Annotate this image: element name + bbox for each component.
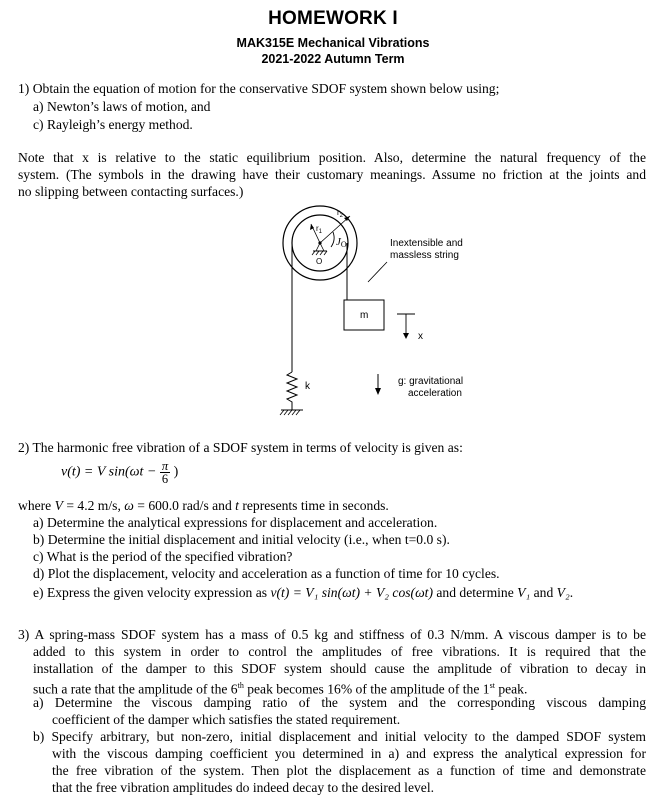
string-leader-line bbox=[368, 262, 387, 282]
q1-note-line-3: no slipping between contacting surfaces.) bbox=[18, 184, 244, 199]
q1-note-line-2: system. (The symbols in the drawing have their customary meanings. Assume no friction at the joints and bbox=[18, 167, 646, 182]
course-title: MAK315E Mechanical Vibrations bbox=[236, 36, 430, 50]
q3-part-b-line-1: b) Specify arbitrary, but non-zero, initial displacement and initial velocity to the damped SDOF system bbox=[33, 729, 646, 744]
q3-line-1: 3) A spring-mass SDOF system has a mass of 0.5 kg and stiffness of 0.3 N/mm. A viscous damper is to be bbox=[18, 627, 646, 642]
q3-part-b-line-3: the free vibration of the system. Then plot the displacement as a function of time and demonstrate bbox=[52, 763, 646, 778]
q2-part-d: d) Plot the displacement, velocity and acceleration as a function of time for 10 cycles. bbox=[33, 566, 500, 581]
spring-icon bbox=[287, 372, 297, 410]
ground-icon bbox=[280, 410, 303, 415]
label-jo: JO bbox=[336, 236, 347, 249]
q2-eq-fraction bbox=[160, 460, 170, 485]
q3-part-b-line-2: with the viscous damping coefficient you determined in a) and express the analytical expression for bbox=[52, 746, 646, 761]
q2-velocity-equation bbox=[61, 460, 178, 485]
string-label-line-2: massless string bbox=[390, 250, 459, 261]
q2-eq-denominator: 6 bbox=[161, 472, 169, 486]
q2-eq-numerator: π bbox=[161, 459, 169, 473]
gravity-arrow-icon bbox=[375, 374, 381, 395]
gravity-label-line-1: g: gravitational bbox=[398, 376, 464, 387]
label-r1: $r_1$ bbox=[316, 224, 323, 235]
jo-arc-icon bbox=[331, 232, 334, 247]
x-coordinate-icon bbox=[397, 314, 415, 339]
q2-part-b: b) Determine the initial displacement and initial velocity (i.e., when t=0.0 s). bbox=[33, 532, 450, 547]
q2-part-a: a) Determine the analytical expressions for displacement and acceleration. bbox=[33, 515, 438, 530]
q3-part-a-line-1: a) Determine the viscous damping ratio of the system and the corresponding viscous damping bbox=[33, 695, 646, 710]
gravity-label-line-2: acceleration bbox=[408, 388, 462, 399]
label-x: x bbox=[418, 331, 423, 342]
q1-intro: 1) Obtain the equation of motion for the conservative SDOF system shown below using; bbox=[18, 81, 500, 96]
page-title: HOMEWORK I bbox=[268, 8, 398, 29]
q3-line-2: added to this system in order to control the amplitudes of free vibrations. It is required that the bbox=[33, 644, 646, 659]
q2-eq-lhs: v(t) = V sin(ωt − bbox=[61, 464, 157, 480]
label-k: k bbox=[305, 381, 310, 392]
label-pivot-o: O bbox=[316, 257, 323, 266]
pivot-support-icon bbox=[312, 241, 327, 255]
q3-part-a-line-2: coefficient of the damper which satisfies the stated requirement. bbox=[52, 712, 401, 727]
label-mass: m bbox=[360, 310, 369, 321]
q3-line-4: such a rate that the amplitude of the 6th peak becomes 16% of the amplitude of the 1st peak. bbox=[33, 681, 528, 697]
label-r2: $r_2$ bbox=[337, 208, 344, 219]
q2-part-e: e) Express the given velocity expression as v(t) = V₁ sin(ωt) + V₂ cos(ωt) and determine V₁ and V₂. bbox=[33, 585, 574, 600]
term-label: 2021-2022 Autumn Term bbox=[261, 52, 405, 66]
q3-part-b-line-4: that the free vibration amplitudes do indeed decay to the desired level. bbox=[52, 780, 434, 795]
q1-note-line-1: Note that x is relative to the static equilibrium position. Also, determine the natural frequency of the bbox=[18, 150, 646, 165]
q1-part-c: c) Rayleigh’s energy method. bbox=[33, 117, 193, 132]
string-label-line-1: Inextensible and bbox=[390, 238, 463, 249]
q3-line-3: installation of the damper to this SDOF system should cause the amplitude of vibration to decay in bbox=[33, 661, 646, 676]
q2-part-c: c) What is the period of the specified vibration? bbox=[33, 549, 293, 564]
q2-intro: 2) The harmonic free vibration of a SDOF system in terms of velocity is given as: bbox=[18, 440, 463, 455]
q1-part-a: a) Newton’s laws of motion, and bbox=[33, 99, 211, 114]
q2-where-line: where V = 4.2 m/s, ω = 600.0 rad/s and t represents time in seconds. bbox=[18, 498, 389, 513]
q2-eq-close: ) bbox=[173, 464, 179, 480]
